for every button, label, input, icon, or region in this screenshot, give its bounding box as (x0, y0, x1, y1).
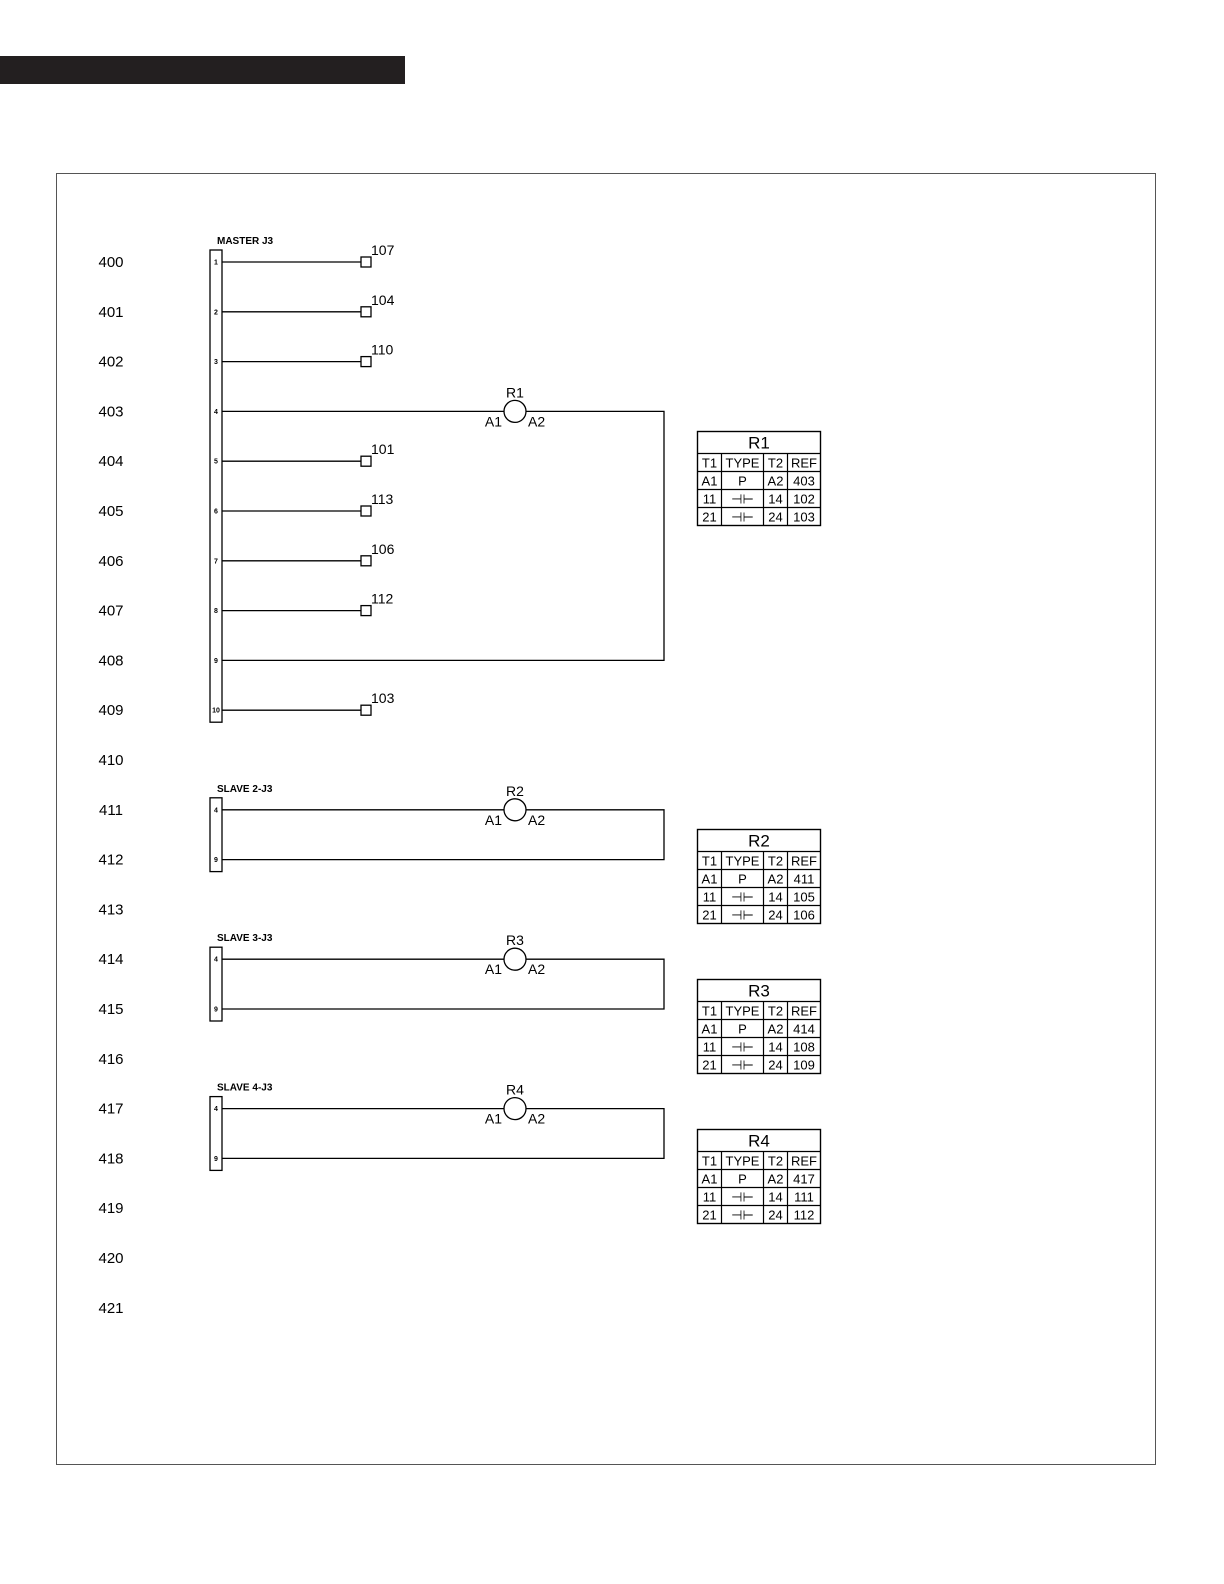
table-header-cell: REF (791, 1003, 817, 1019)
wire (222, 411, 664, 660)
connector-title: SLAVE 4-J3 (217, 1082, 273, 1094)
table-header-cell: T2 (767, 853, 784, 869)
table-cell: 11 (702, 1039, 717, 1055)
table-title: R2 (748, 831, 770, 851)
table-cell: ⊣⊢ (731, 1039, 754, 1055)
relay-table (698, 980, 821, 1074)
coil-terminal-right: A2 (528, 961, 546, 978)
table-cell: 11 (702, 889, 717, 905)
table-header-cell: T1 (701, 455, 718, 471)
table-header-cell: T1 (701, 1003, 718, 1019)
coil-symbol (504, 948, 526, 970)
table-cell: ⊣⊢ (731, 491, 754, 507)
coil-symbol (504, 799, 526, 821)
table-cell: ⊣⊢ (731, 1189, 754, 1205)
coil-label: R3 (506, 932, 524, 949)
table-cell: P (738, 473, 747, 489)
rung-number: 418 (98, 1150, 124, 1168)
table-cell: 14 (768, 889, 783, 905)
rung-number: 409 (98, 702, 124, 720)
relay-table (698, 1130, 821, 1224)
rung-number: 410 (98, 752, 124, 769)
table-cell: ⊣⊢ (731, 1207, 754, 1223)
rung-number: 405 (98, 503, 124, 520)
table-cell: 111 (794, 1189, 814, 1205)
relay-tables (698, 432, 821, 1224)
pin-number: 7 (214, 558, 218, 566)
table-cell: 21 (702, 907, 717, 923)
table-cell: 14 (768, 491, 783, 507)
table-cell: A1 (701, 871, 718, 887)
pin-number: 9 (214, 857, 218, 865)
table-cell: 403 (793, 473, 815, 489)
rung-number: 412 (98, 851, 124, 869)
table-header-cell: T2 (767, 1003, 784, 1019)
relay-table (698, 432, 821, 526)
coil-label: R4 (506, 1081, 524, 1098)
wire (222, 810, 664, 860)
rung-number: 421 (98, 1299, 124, 1317)
table-cell: ⊣⊢ (731, 509, 754, 525)
rung-number: 416 (98, 1050, 124, 1068)
coil-terminal-left: A1 (484, 413, 502, 430)
terminal-block (361, 307, 371, 317)
table-header-cell: REF (791, 853, 817, 869)
table-cell: A2 (767, 1171, 784, 1187)
rung-numbers (98, 254, 123, 1317)
table-cell: A1 (701, 1021, 718, 1037)
table-cell: 21 (702, 509, 717, 525)
table-cell: A2 (767, 871, 784, 887)
slave-connector (210, 783, 664, 872)
connector-title: SLAVE 3-J3 (217, 933, 273, 945)
terminal-block (361, 506, 371, 516)
table-cell: 108 (793, 1039, 815, 1055)
rung-number: 403 (98, 403, 124, 421)
coil-terminal-left: A1 (484, 811, 502, 828)
slave-connector (210, 932, 664, 1021)
pin-number: 9 (214, 657, 218, 665)
relay-coil (485, 783, 545, 828)
relay-coil (485, 384, 545, 429)
table-cell: 21 (702, 1057, 717, 1073)
terminal-number: 107 (371, 242, 395, 258)
table-header-cell: REF (791, 1153, 817, 1169)
table-cell: 106 (793, 907, 815, 923)
table-cell: A1 (701, 473, 718, 489)
rung-number: 415 (98, 1001, 124, 1018)
table-header-cell: TYPE (725, 1003, 760, 1019)
coil-terminal-right: A2 (528, 413, 546, 430)
table-cell: ⊣⊢ (731, 889, 754, 905)
master-connector-circuit (210, 236, 664, 722)
relay-table (698, 830, 821, 924)
relay-coil (485, 1082, 545, 1127)
pin-number: 1 (214, 259, 218, 267)
connector-title: MASTER J3 (217, 236, 274, 247)
coil-symbol (504, 1098, 526, 1120)
table-cell: P (738, 1021, 747, 1037)
table-cell: A1 (701, 1171, 718, 1187)
table-cell: 11 (702, 1189, 717, 1205)
terminal-block (361, 556, 371, 566)
rung-number: 420 (98, 1250, 124, 1267)
terminal-block (361, 606, 371, 616)
table-cell: P (738, 871, 747, 887)
table-cell: 24 (768, 907, 783, 923)
pin-number: 6 (214, 508, 218, 516)
rung-number: 411 (99, 801, 123, 819)
pin-number: 10 (212, 707, 220, 715)
rung-number: 400 (98, 254, 124, 271)
terminal-block (361, 456, 371, 466)
table-title: R1 (748, 433, 770, 453)
rung-number: 407 (98, 602, 124, 620)
pin-number: 2 (214, 309, 218, 317)
coil-terminal-left: A1 (484, 961, 502, 978)
pin-number: 5 (214, 458, 218, 466)
coil-terminal-right: A2 (528, 1110, 546, 1127)
terminal-number: 104 (371, 291, 395, 308)
table-title: R4 (748, 1131, 770, 1151)
table-cell: ⊣⊢ (731, 1057, 754, 1073)
table-cell: 11 (702, 491, 717, 507)
pin-number: 3 (214, 359, 218, 367)
table-cell: 24 (768, 509, 783, 525)
rung-number: 408 (98, 652, 124, 670)
table-cell: 411 (793, 871, 815, 887)
table-header-cell: T1 (701, 1153, 718, 1169)
pin-number: 9 (214, 1155, 218, 1163)
rung-number: 406 (98, 552, 124, 570)
terminal-block (361, 705, 371, 715)
pin-number: 4 (214, 807, 218, 815)
terminal-number: 112 (371, 590, 394, 607)
table-header-cell: T2 (767, 1153, 784, 1169)
table-header-cell: TYPE (725, 1153, 760, 1169)
table-cell: 24 (768, 1207, 783, 1223)
slave-connector-circuits (210, 783, 664, 1171)
table-header-cell: REF (791, 455, 817, 471)
pin-number: 4 (214, 956, 218, 964)
table-cell: 103 (793, 509, 815, 525)
table-cell: 105 (793, 889, 815, 905)
coil-label: R2 (506, 782, 524, 799)
table-cell: P (738, 1171, 747, 1187)
table-header-cell: TYPE (725, 853, 760, 869)
pin-number: 8 (214, 608, 218, 616)
table-cell: ⊣⊢ (731, 907, 754, 923)
table-cell: 21 (702, 1207, 717, 1223)
pin-number: 9 (214, 1006, 218, 1014)
terminal-number: 103 (371, 690, 395, 707)
rung-number: 417 (98, 1100, 124, 1118)
coil-label: R1 (506, 384, 524, 401)
table-cell: A2 (767, 473, 784, 489)
rung-number: 402 (98, 353, 124, 371)
terminal-block (361, 257, 371, 267)
wire (222, 1109, 664, 1159)
rung-number: 413 (98, 901, 124, 919)
table-header-cell: TYPE (725, 455, 760, 471)
rung-number: 401 (98, 303, 124, 321)
table-cell: 417 (793, 1171, 815, 1187)
table-cell: 102 (793, 491, 815, 507)
table-cell: 112 (793, 1207, 815, 1223)
slave-connector (210, 1082, 664, 1171)
table-header-cell: T1 (701, 853, 718, 869)
terminal-number: 101 (371, 441, 395, 458)
rung-number: 419 (98, 1200, 124, 1218)
connector-block (210, 250, 222, 722)
table-cell: 414 (793, 1021, 815, 1037)
terminal-number: 110 (371, 341, 394, 358)
table-cell: 24 (768, 1057, 783, 1073)
relay-coil (485, 932, 545, 977)
coil-symbol (504, 400, 526, 422)
pin-number: 4 (214, 1106, 218, 1114)
terminal-number: 106 (371, 540, 395, 557)
table-title: R3 (748, 981, 770, 1001)
connector-title: SLAVE 2-J3 (217, 783, 273, 795)
rung-number: 414 (98, 951, 124, 969)
table-cell: A2 (767, 1021, 784, 1037)
coil-terminal-left: A1 (484, 1110, 502, 1127)
table-cell: 14 (768, 1039, 783, 1055)
table-cell: 109 (793, 1057, 815, 1073)
table-header-cell: T2 (767, 455, 784, 471)
terminal-number: 113 (371, 491, 394, 507)
terminal-block (361, 357, 371, 367)
rung-number: 404 (98, 453, 124, 471)
table-cell: 14 (768, 1189, 783, 1205)
pin-number: 4 (214, 408, 218, 416)
wire (222, 959, 664, 1009)
coil-terminal-right: A2 (528, 811, 546, 828)
